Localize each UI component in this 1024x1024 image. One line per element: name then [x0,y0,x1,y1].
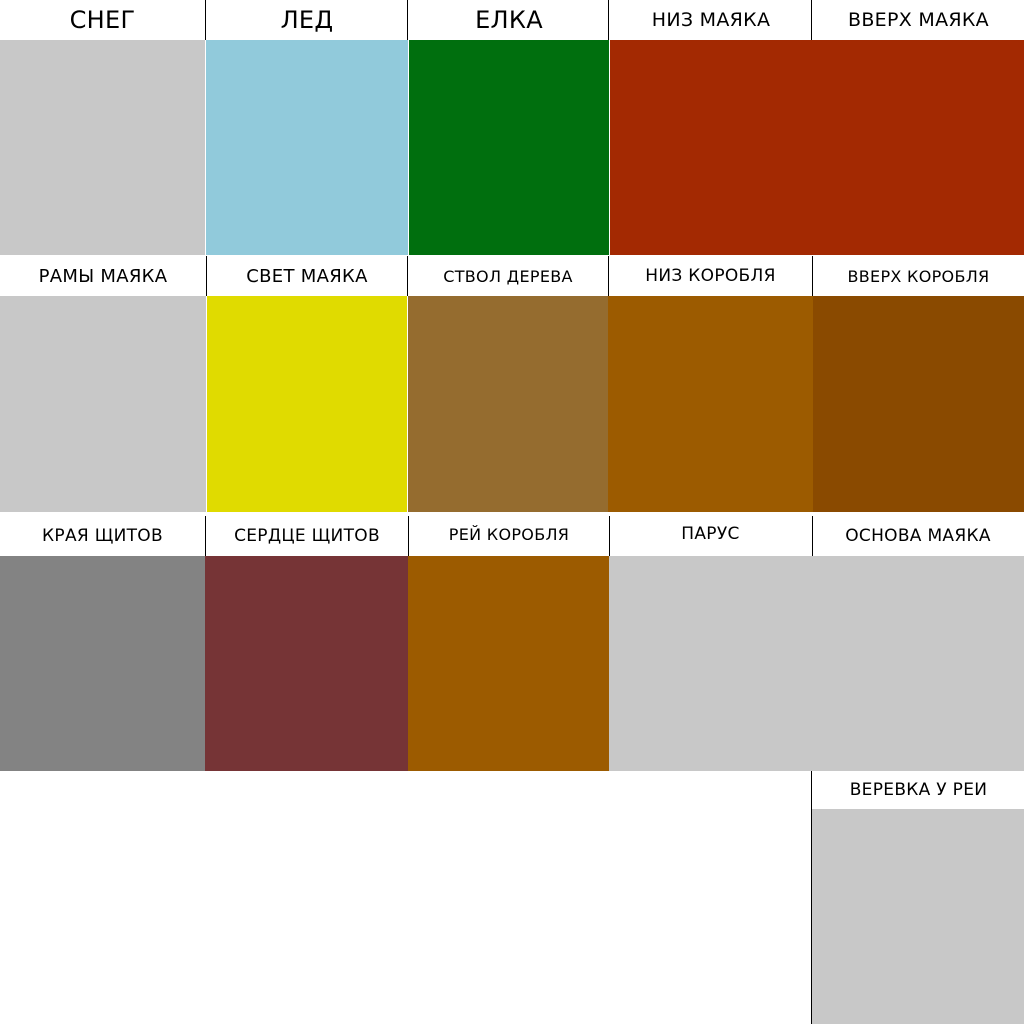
swatch-label: РЕЙ КОРОБЛЯ [409,516,609,552]
divider [811,0,812,40]
color-swatch [205,556,408,771]
swatch-label: СЕРДЦЕ ЩИТОВ [206,516,408,556]
swatch-kraya-schitov [0,516,205,771]
divider [608,256,609,296]
swatch-label: НИЗ КОРОБЛЯ [608,256,813,296]
divider [205,516,206,556]
swatch-vverh-koroblya [813,256,1024,512]
swatch-label: ЕЛКА [409,0,609,40]
swatch-label: ЛЕД [206,0,408,40]
swatch-rey-koroblya [408,516,609,771]
divider [205,0,206,40]
color-swatch [207,296,407,512]
color-swatch [0,40,205,255]
swatch-label: КРАЯ ЩИТОВ [0,516,205,556]
color-swatch [409,40,609,255]
swatch-label: ОСНОВА МАЯКА [812,516,1024,556]
swatch-sneg [0,0,205,255]
swatch-parus [609,516,812,771]
swatch-label: ВВЕРХ МАЯКА [813,0,1024,40]
swatch-ramy-mayaka [0,256,206,512]
swatch-stvol-dereva [408,256,608,512]
color-swatch [812,40,1024,255]
color-swatch [610,40,812,255]
swatch-svet-mayaka [207,256,407,512]
swatch-elka [409,0,609,255]
color-swatch [812,809,1024,1024]
divider [408,516,409,556]
color-swatch [408,556,609,771]
divider [812,516,813,556]
color-swatch [0,296,206,512]
swatch-label: СТВОЛ ДЕРЕВА [408,256,608,296]
swatch-label: ПАРУС [609,516,812,552]
color-swatch [0,556,205,771]
swatch-niz-mayaka [610,0,812,255]
color-swatch [812,556,1024,771]
swatch-label: ВЕРЕВКА У РЕИ [813,771,1024,809]
swatch-label: СНЕГ [0,0,205,40]
swatch-vverh-mayaka [812,0,1024,255]
color-swatch [813,296,1024,512]
color-swatch [206,40,408,255]
swatch-verevka-u-rei [812,771,1024,1024]
swatch-label: РАМЫ МАЯКА [0,256,206,296]
divider [811,771,812,1024]
divider [609,516,610,556]
divider [407,0,408,40]
divider [812,256,813,296]
color-swatch [609,556,812,771]
swatch-label: СВЕТ МАЯКА [207,256,407,296]
divider [407,256,408,296]
color-swatch [408,296,608,512]
divider [608,0,609,40]
divider [206,256,207,296]
swatch-label: НИЗ МАЯКА [610,0,812,40]
swatch-osnova-mayaka [812,516,1024,771]
color-swatch [608,296,813,512]
swatch-serdce-schitov [205,516,408,771]
swatch-led [206,0,408,255]
swatch-label: ВВЕРХ КОРОБЛЯ [813,256,1024,296]
swatch-niz-koroblya [608,256,813,512]
